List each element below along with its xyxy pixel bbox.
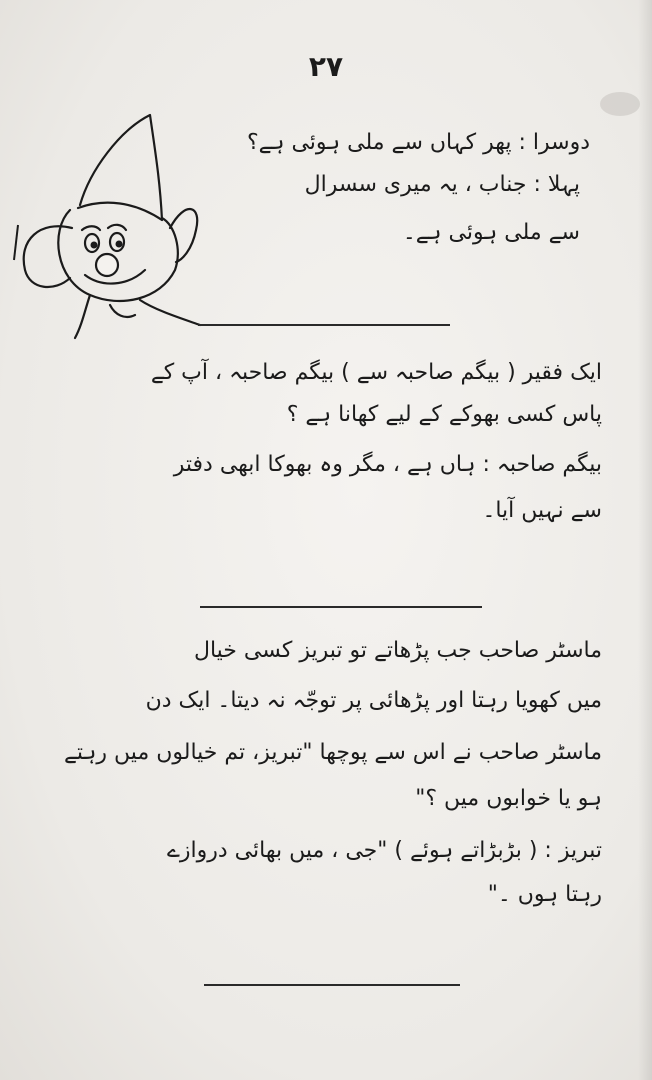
joke2-line2: پاس کسی بھوکے کے لیے کھانا ہے ؟ <box>286 402 602 427</box>
joke1-line3: سے ملی ہوئی ہے۔ <box>402 220 580 245</box>
page-number: ۲۷ <box>308 50 344 83</box>
page-edge-shadow <box>638 0 652 1080</box>
joke1-line2: پہلا : جناب ، یہ میری سسرال <box>304 172 580 197</box>
joke3-line1: ماسٹر صاحب جب پڑھاتے تو تبریز کسی خیال <box>193 638 602 663</box>
joke2-line4: سے نہیں آیا۔ <box>482 498 602 523</box>
joke2-line1: ایک فقیر ( بیگم صاحبہ سے ) بیگم صاحبہ ، آپ کے <box>150 360 602 385</box>
separator-3 <box>204 984 460 986</box>
joke3-line4: ہو یا خوابوں میں ؟" <box>415 786 602 811</box>
joke3-line5: تبریز : ( بڑبڑاتے ہوئے ) "جی ، میں بھائی دروازے <box>166 838 602 863</box>
joke3-line3: ماسٹر صاحب نے اس سے پوچھا "تبریز، تم خیالوں میں رہتے <box>64 740 602 765</box>
dwarf-illustration <box>10 110 210 340</box>
separator-2 <box>200 606 482 608</box>
joke3-line2: میں کھویا رہتا اور پڑھائی پر توجّہ نہ دیتا۔ ایک دن <box>145 688 602 713</box>
joke1-line1: دوسرا : پھر کہاں سے ملی ہوئی ہے؟ <box>247 130 590 155</box>
joke2-line3: بیگم صاحبہ : ہاں ہے ، مگر وہ بھوکا ابھی دفتر <box>173 452 602 477</box>
separator-1 <box>198 324 450 326</box>
paper-stain <box>600 92 640 116</box>
joke3-line6: رہتا ہوں ۔" <box>487 882 602 907</box>
